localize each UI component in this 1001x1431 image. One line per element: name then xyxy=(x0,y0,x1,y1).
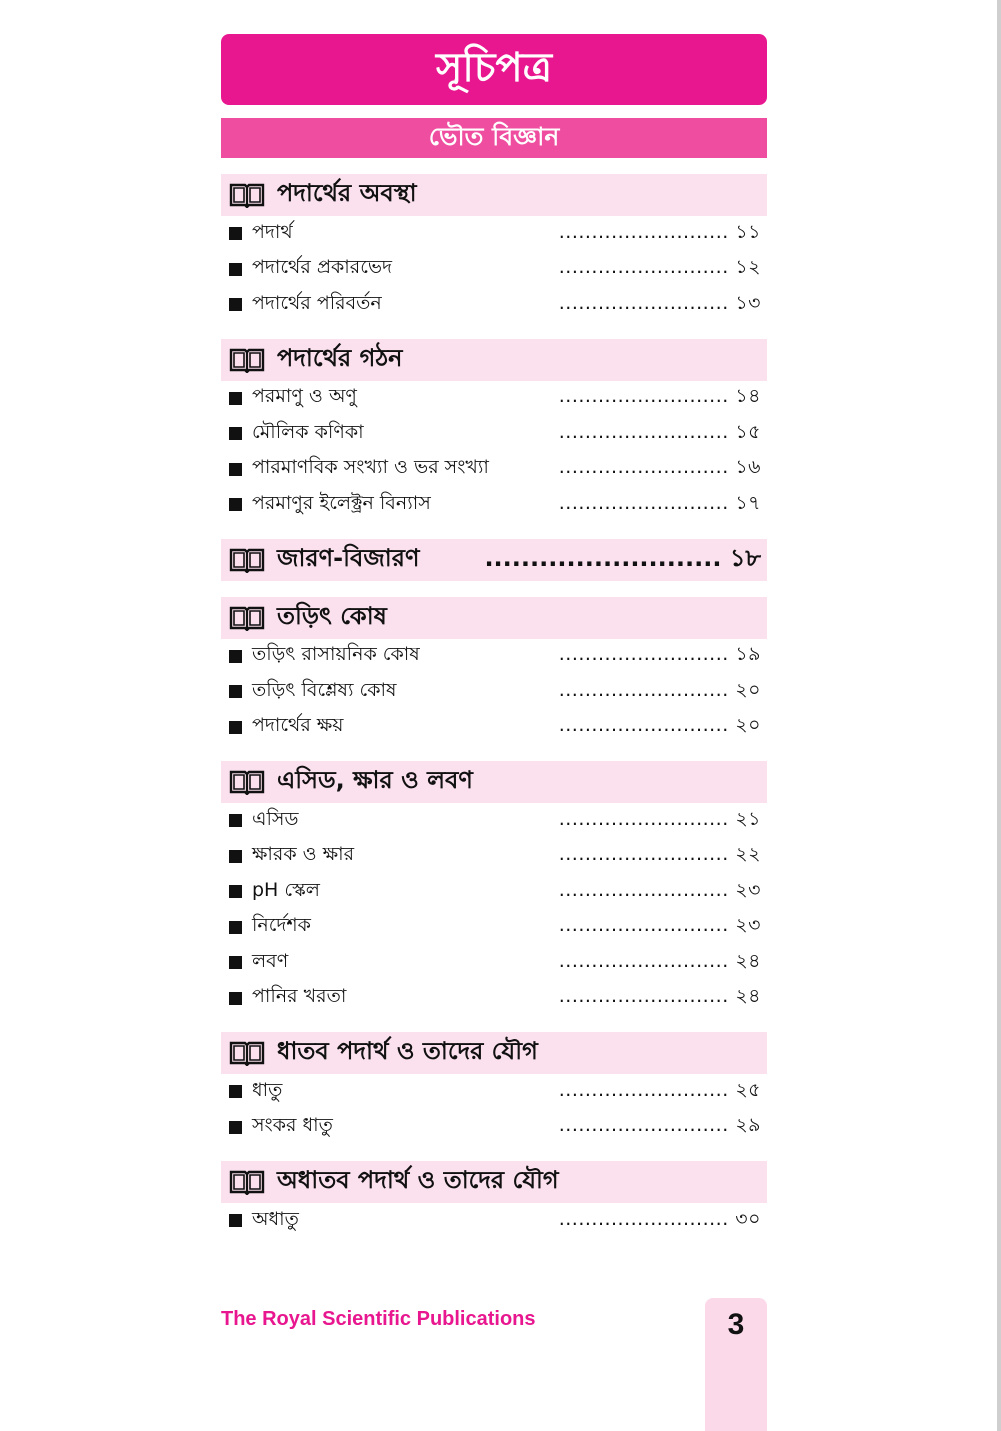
square-bullet-icon xyxy=(229,992,242,1005)
toc-entry-label: পদার্থের পরিবর্তন xyxy=(252,291,382,314)
leader-dots: .......................... xyxy=(558,456,729,479)
section xyxy=(221,339,767,523)
toc-entry-label: পরমাণুর ইলেক্ট্রন বিন্যাস xyxy=(252,491,431,514)
leader-dots: .......................... xyxy=(558,949,729,972)
section-heading-label: এসিড, ক্ষার ও লবণ xyxy=(277,766,473,794)
toc-entry[interactable] xyxy=(221,710,767,746)
page-number-tab xyxy=(705,1298,767,1431)
subject-title: ভৌত বিজ্ঞান xyxy=(221,118,767,158)
leader-dots: .......................... xyxy=(558,914,729,937)
page-ref: ২৩ xyxy=(735,914,761,937)
square-bullet-icon xyxy=(229,685,242,698)
toc-entry-label: পদার্থের ক্ষয় xyxy=(252,714,344,737)
leader-dots: .......................... xyxy=(558,843,729,866)
toc-entry-page xyxy=(382,289,767,321)
toc-entry-page xyxy=(346,982,767,1014)
toc-entry[interactable] xyxy=(221,639,767,675)
section-heading xyxy=(221,597,767,639)
page-ref: ১৬ xyxy=(735,456,761,479)
page-ref: ২৯ xyxy=(735,1114,761,1137)
leader-dots: .......................... xyxy=(558,220,729,243)
square-bullet-icon xyxy=(229,721,242,734)
toc-entry-label: সংকর ধাতু xyxy=(252,1114,333,1137)
square-bullet-icon xyxy=(229,392,242,405)
leader-dots: .......................... xyxy=(484,543,722,572)
toc-entry[interactable] xyxy=(221,674,767,710)
page-ref: ১২ xyxy=(735,256,761,279)
toc-entry[interactable] xyxy=(221,381,767,417)
section-heading-label: অধাতব পদার্থ ও তাদের যৌগ xyxy=(277,1166,559,1194)
page-ref: ১৮ xyxy=(729,543,761,572)
toc-entry-page xyxy=(299,1205,767,1237)
section xyxy=(221,597,767,746)
table-of-contents xyxy=(221,34,767,1239)
toc-entry-page xyxy=(298,805,767,837)
page-ref: ১৫ xyxy=(735,420,761,443)
toc-entry-page xyxy=(343,711,767,743)
section-heading xyxy=(221,339,767,381)
book-icon xyxy=(229,1040,265,1066)
toc-entry-page xyxy=(364,418,767,450)
leader-dots: .......................... xyxy=(558,1114,729,1137)
toc-entry-page xyxy=(489,453,767,485)
toc-entry-page xyxy=(431,489,767,521)
page-ref: ২১ xyxy=(735,807,761,830)
section-heading xyxy=(221,761,767,803)
square-bullet-icon xyxy=(229,1085,242,1098)
leader-dots: .......................... xyxy=(558,1207,729,1230)
toc-entry-page xyxy=(397,676,767,708)
leader-dots: .......................... xyxy=(558,807,729,830)
toc-entry-page xyxy=(357,382,767,414)
leader-dots: .......................... xyxy=(558,643,729,666)
book-icon xyxy=(229,769,265,795)
section xyxy=(221,1161,767,1239)
toc-entry-page xyxy=(293,218,767,250)
toc-entry-page xyxy=(282,1076,767,1108)
toc-entry-label: তড়িৎ রাসায়নিক কোষ xyxy=(252,643,420,666)
toc-entry-page xyxy=(420,640,767,672)
page-ref: ১৭ xyxy=(735,491,761,514)
page-ref: ১৯ xyxy=(735,643,761,666)
book-icon xyxy=(229,605,265,631)
square-bullet-icon xyxy=(229,1121,242,1134)
section-heading-label: পদার্থের গঠন xyxy=(277,343,403,372)
toc-entry-label: পদার্থের প্রকারভেদ xyxy=(252,256,393,279)
toc-entry[interactable] xyxy=(221,487,767,523)
book-icon xyxy=(229,182,265,208)
toc-entry-label: তড়িৎ বিশ্লেষ্য কোষ xyxy=(252,678,397,701)
toc-entry[interactable] xyxy=(221,452,767,488)
section xyxy=(221,539,767,581)
page-ref: ২২ xyxy=(735,843,761,866)
toc-entry-page xyxy=(288,947,767,979)
leader-dots: .......................... xyxy=(558,385,729,408)
square-bullet-icon xyxy=(229,298,242,311)
toc-entry-label: মৌলিক কণিকা xyxy=(252,420,364,443)
leader-dots: .......................... xyxy=(558,985,729,1008)
toc-entry-label: pH স্কেল xyxy=(252,878,320,901)
book-icon xyxy=(229,347,265,373)
page-ref: ১১ xyxy=(735,220,761,243)
book-icon xyxy=(229,547,265,573)
toc-entry-page xyxy=(320,876,767,908)
square-bullet-icon xyxy=(229,498,242,511)
toc-entry[interactable] xyxy=(221,216,767,252)
square-bullet-icon xyxy=(229,885,242,898)
page-ref: ২৫ xyxy=(735,1078,761,1101)
page-ref: ২৪ xyxy=(735,949,761,972)
publisher-name: The Royal Scientific Publications xyxy=(221,1308,536,1330)
toc-entry[interactable] xyxy=(221,981,767,1017)
toc-entry-label: নির্দেশক xyxy=(252,914,311,937)
toc-entry[interactable] xyxy=(221,839,767,875)
square-bullet-icon xyxy=(229,1214,242,1227)
toc-entry[interactable] xyxy=(221,1110,767,1146)
toc-entry[interactable] xyxy=(221,945,767,981)
leader-dots: .......................... xyxy=(558,678,729,701)
section-heading-label: ধাতব পদার্থ ও তাদের যৌগ xyxy=(277,1037,538,1065)
toc-entry-page xyxy=(354,840,767,872)
page-ref: ২৩ xyxy=(735,878,761,901)
toc-entry[interactable] xyxy=(221,1203,767,1239)
square-bullet-icon xyxy=(229,850,242,863)
toc-entry-label: পদার্থ xyxy=(252,220,293,243)
toc-entry-label: অধাতু xyxy=(252,1207,299,1230)
toc-entry[interactable] xyxy=(221,803,767,839)
section xyxy=(221,761,767,1016)
leader-dots: .......................... xyxy=(558,714,729,737)
leader-dots: .......................... xyxy=(558,491,729,514)
square-bullet-icon xyxy=(229,921,242,934)
toc-entry-page xyxy=(392,253,767,285)
page-ref: ৩০ xyxy=(735,1207,761,1230)
section-heading xyxy=(221,1032,767,1074)
page-ref: ১৪ xyxy=(735,385,761,408)
leader-dots: .......................... xyxy=(558,878,729,901)
page-footer xyxy=(221,1298,767,1431)
toc-entry-label: পরমাণু ও অণু xyxy=(252,385,357,408)
section xyxy=(221,174,767,323)
square-bullet-icon xyxy=(229,263,242,276)
toc-entry[interactable] xyxy=(221,416,767,452)
leader-dots: .......................... xyxy=(558,256,729,279)
section-heading xyxy=(221,174,767,216)
contents-sections xyxy=(221,174,767,1239)
page-ref: ২৪ xyxy=(735,985,761,1008)
section-heading-label: জারণ-বিজারণ xyxy=(277,543,420,572)
toc-entry[interactable] xyxy=(221,1074,767,1110)
toc-entry[interactable] xyxy=(221,874,767,910)
square-bullet-icon xyxy=(229,814,242,827)
toc-entry-page xyxy=(333,1111,767,1143)
section-heading xyxy=(221,1161,767,1203)
toc-entry[interactable] xyxy=(221,287,767,323)
section-heading-label: তড়িৎ কোষ xyxy=(277,601,387,630)
toc-entry[interactable] xyxy=(221,252,767,288)
leader-dots: .......................... xyxy=(558,420,729,443)
toc-entry-label: এসিড xyxy=(252,807,299,830)
toc-entry-label: লবণ xyxy=(252,949,289,972)
toc-entry[interactable] xyxy=(221,910,767,946)
square-bullet-icon xyxy=(229,463,242,476)
section xyxy=(221,1032,767,1145)
section-heading xyxy=(221,539,767,581)
book-icon xyxy=(229,1169,265,1195)
toc-entry-label: পারমাণবিক সংখ্যা ও ভর সংখ্যা xyxy=(252,456,489,479)
leader-dots: .......................... xyxy=(558,291,729,314)
page-ref: ২০ xyxy=(735,678,761,701)
toc-entry-label: পানির খরতা xyxy=(252,985,347,1008)
toc-entry-label: ধাতু xyxy=(252,1078,283,1101)
toc-entry-label: ক্ষারক ও ক্ষার xyxy=(252,843,355,866)
square-bullet-icon xyxy=(229,227,242,240)
page-ref: ১৩ xyxy=(735,291,761,314)
page-title: সূচিপত্র xyxy=(221,34,767,105)
section-heading-label: পদার্থের অবস্থা xyxy=(277,179,417,207)
toc-entry-page xyxy=(311,911,767,943)
leader-dots: .......................... xyxy=(558,1078,729,1101)
section-heading-page xyxy=(419,540,767,580)
square-bullet-icon xyxy=(229,650,242,663)
page-ref: ২০ xyxy=(735,714,761,737)
square-bullet-icon xyxy=(229,956,242,969)
page-edge-divider xyxy=(997,0,1001,1431)
square-bullet-icon xyxy=(229,427,242,440)
page-number: 3 xyxy=(727,1308,745,1341)
